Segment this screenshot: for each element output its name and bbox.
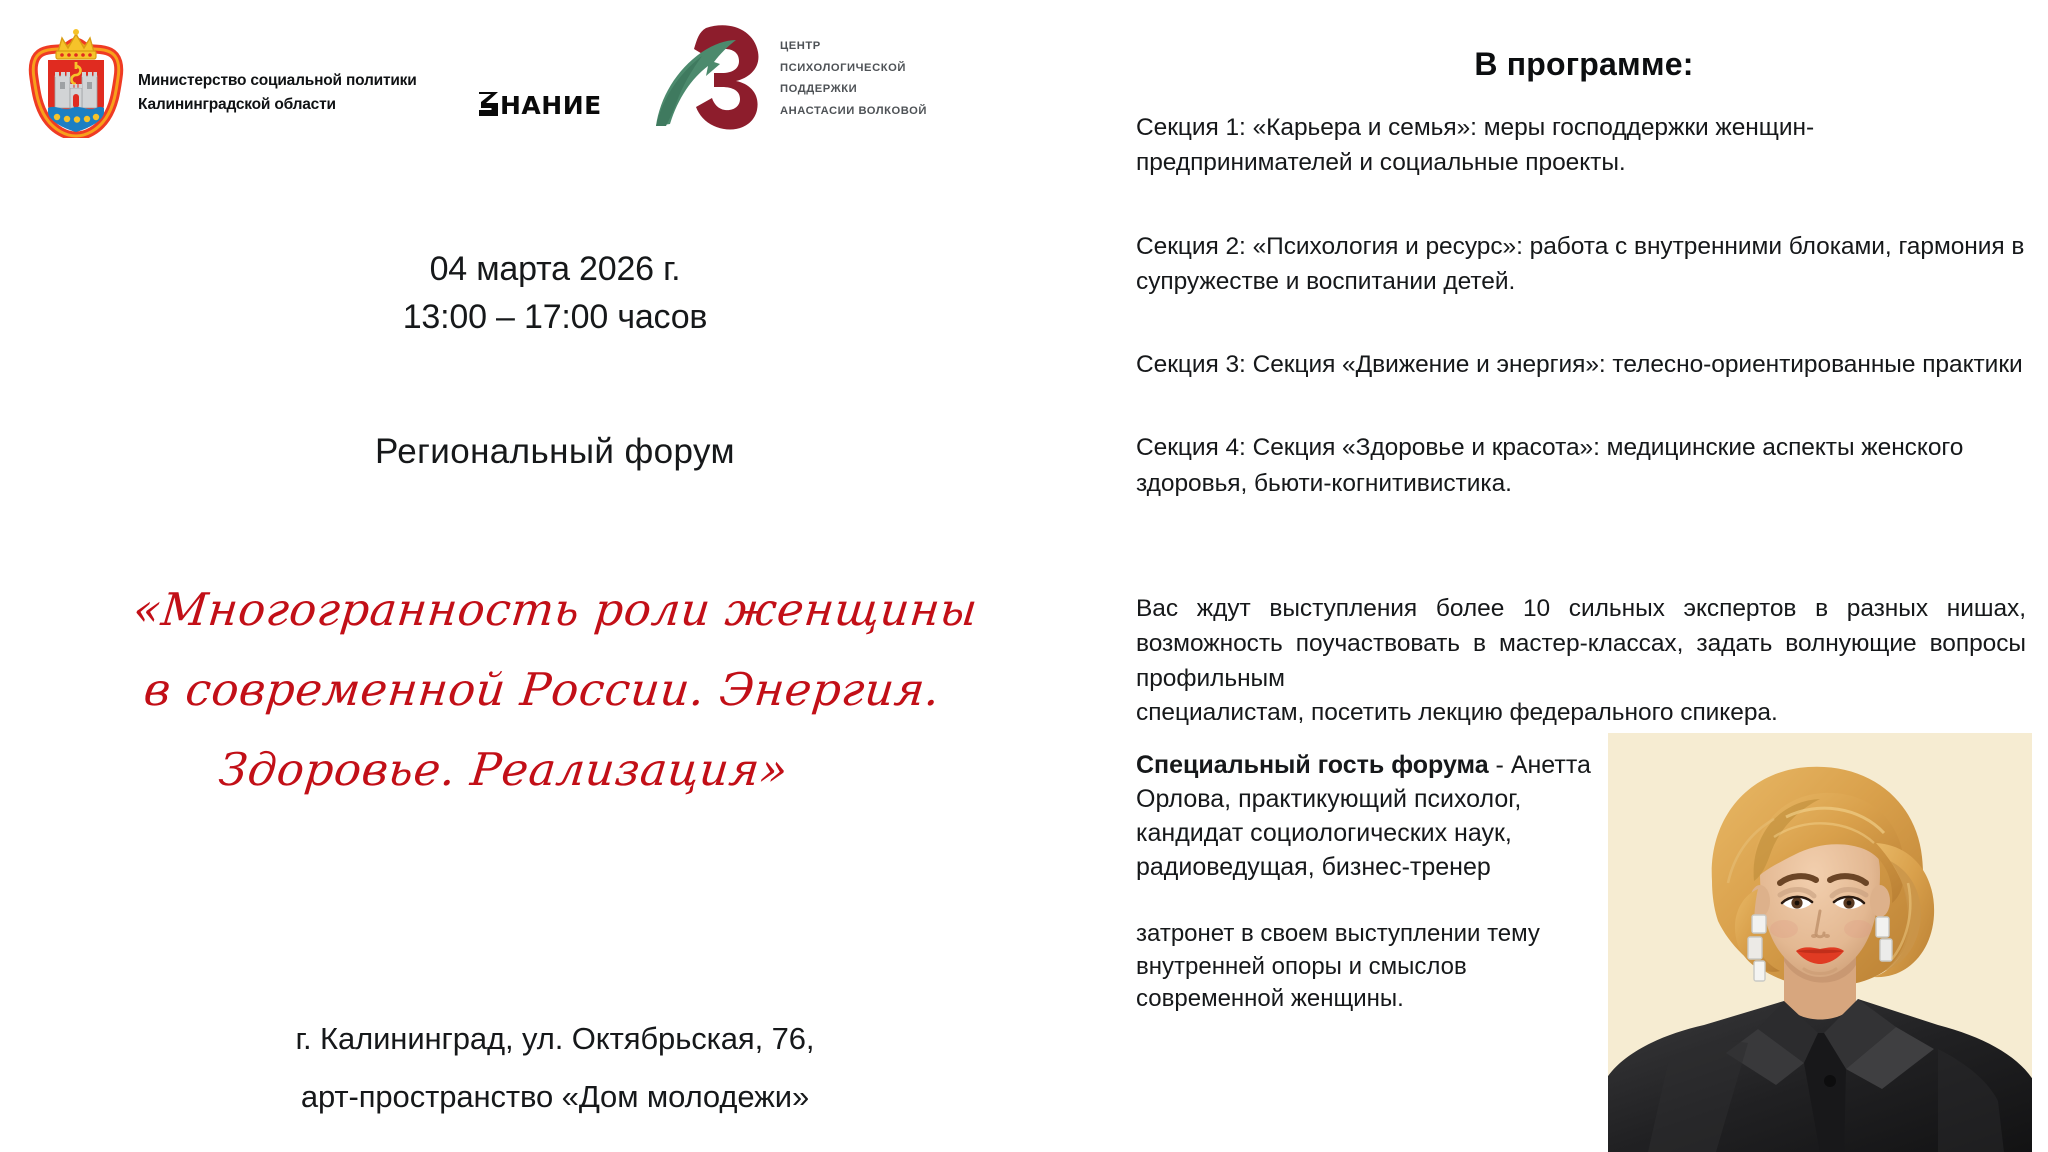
program-heading: В программе: [1474,46,1694,82]
program-lead-paragraph [1136,592,2026,731]
speaker-portrait-image [1608,733,2032,1152]
speaker-portrait [1608,733,2032,1152]
right-column [1136,0,2032,1152]
znanie-logo-text: НАНИЕ [500,91,602,120]
center-logo [648,20,927,130]
program-section-item: Секция 1: «Карьера и семья»: меры господдержки женщин-предпринимателей и социальные проекты. [1136,114,1815,177]
lead-paragraph-last: специалистам, посетить лекцию федерального спикера. [1136,699,1778,727]
program-section-list [1136,110,2026,549]
center-logo-line3: ПОДДЕРЖКИ [780,83,858,95]
center-av-logo-icon [648,20,768,130]
event-datetime [0,245,1110,342]
venue-address [0,1010,1110,1127]
znanie-logo [478,88,602,120]
ministry-logo [28,22,417,138]
center-logo-line1: ЦЕНТР [780,40,821,52]
ministry-logo-line2: Калининградской области [138,96,336,113]
forum-title-line3: Здоровье. Реализация» [216,743,791,797]
special-guest-note: затронет в своем выступлении тему внутренней опоры и смыслов современной женщины. [1136,920,1540,1013]
ministry-logo-text [138,43,417,116]
center-logo-text [780,28,927,122]
center-logo-line2: ПСИХОЛОГИЧЕСКОЙ [780,61,906,74]
znanie-z-icon [478,91,499,117]
forum-title [0,570,1123,810]
program-section-item: Секция 2: «Психология и ресурс»: работа с внутренними блоками, гармония в супружестве и воспитании детей. [1136,232,2025,295]
logo-strip [0,0,1110,155]
venue-line2: арт-пространство «Дом молодежи» [300,1079,810,1115]
forum-title-line2: в современной России. Энергия. [141,663,943,717]
kaliningrad-coat-of-arms-icon [28,22,124,138]
special-guest-bio [1136,748,1616,884]
lead-paragraph-main: Вас ждут выступления более 10 сильных экспертов в разных нишах, возможность поучаствовать в мастер-классах, задать волнующие вопросы профильным [1136,595,2026,692]
program-section-item: Секция 4: Секция «Здоровье и красота»: медицинские аспекты женского здоровья, бьюти-когнитивистика. [1136,434,1964,497]
center-logo-line4: АНАСТАСИИ ВОЛКОВОЙ [780,104,928,117]
ministry-logo-line1: Министерство социальной политики [138,72,417,90]
event-date: 04 марта 2026 г. [429,250,681,288]
forum-title-line1: «Многогранность роли женщины [130,583,981,636]
venue-line1: г. Калининград, ул. Октябрьская, 76, [295,1021,815,1056]
special-guest-label: Специальный гость форума [1136,751,1489,779]
event-time: 13:00 – 17:00 часов [402,298,708,337]
forum-kicker: Региональный форум [375,432,735,471]
special-guest-block [1136,748,1616,1016]
program-section-item: Секция 3: Секция «Движение и энергия»: телесно-ориентированные практики [1136,351,2023,379]
special-guest-details: - Анетта Орлова, практикующий психолог, кандидат социологических наук, радиоведущая, бизнес-тренер [1136,751,1591,881]
